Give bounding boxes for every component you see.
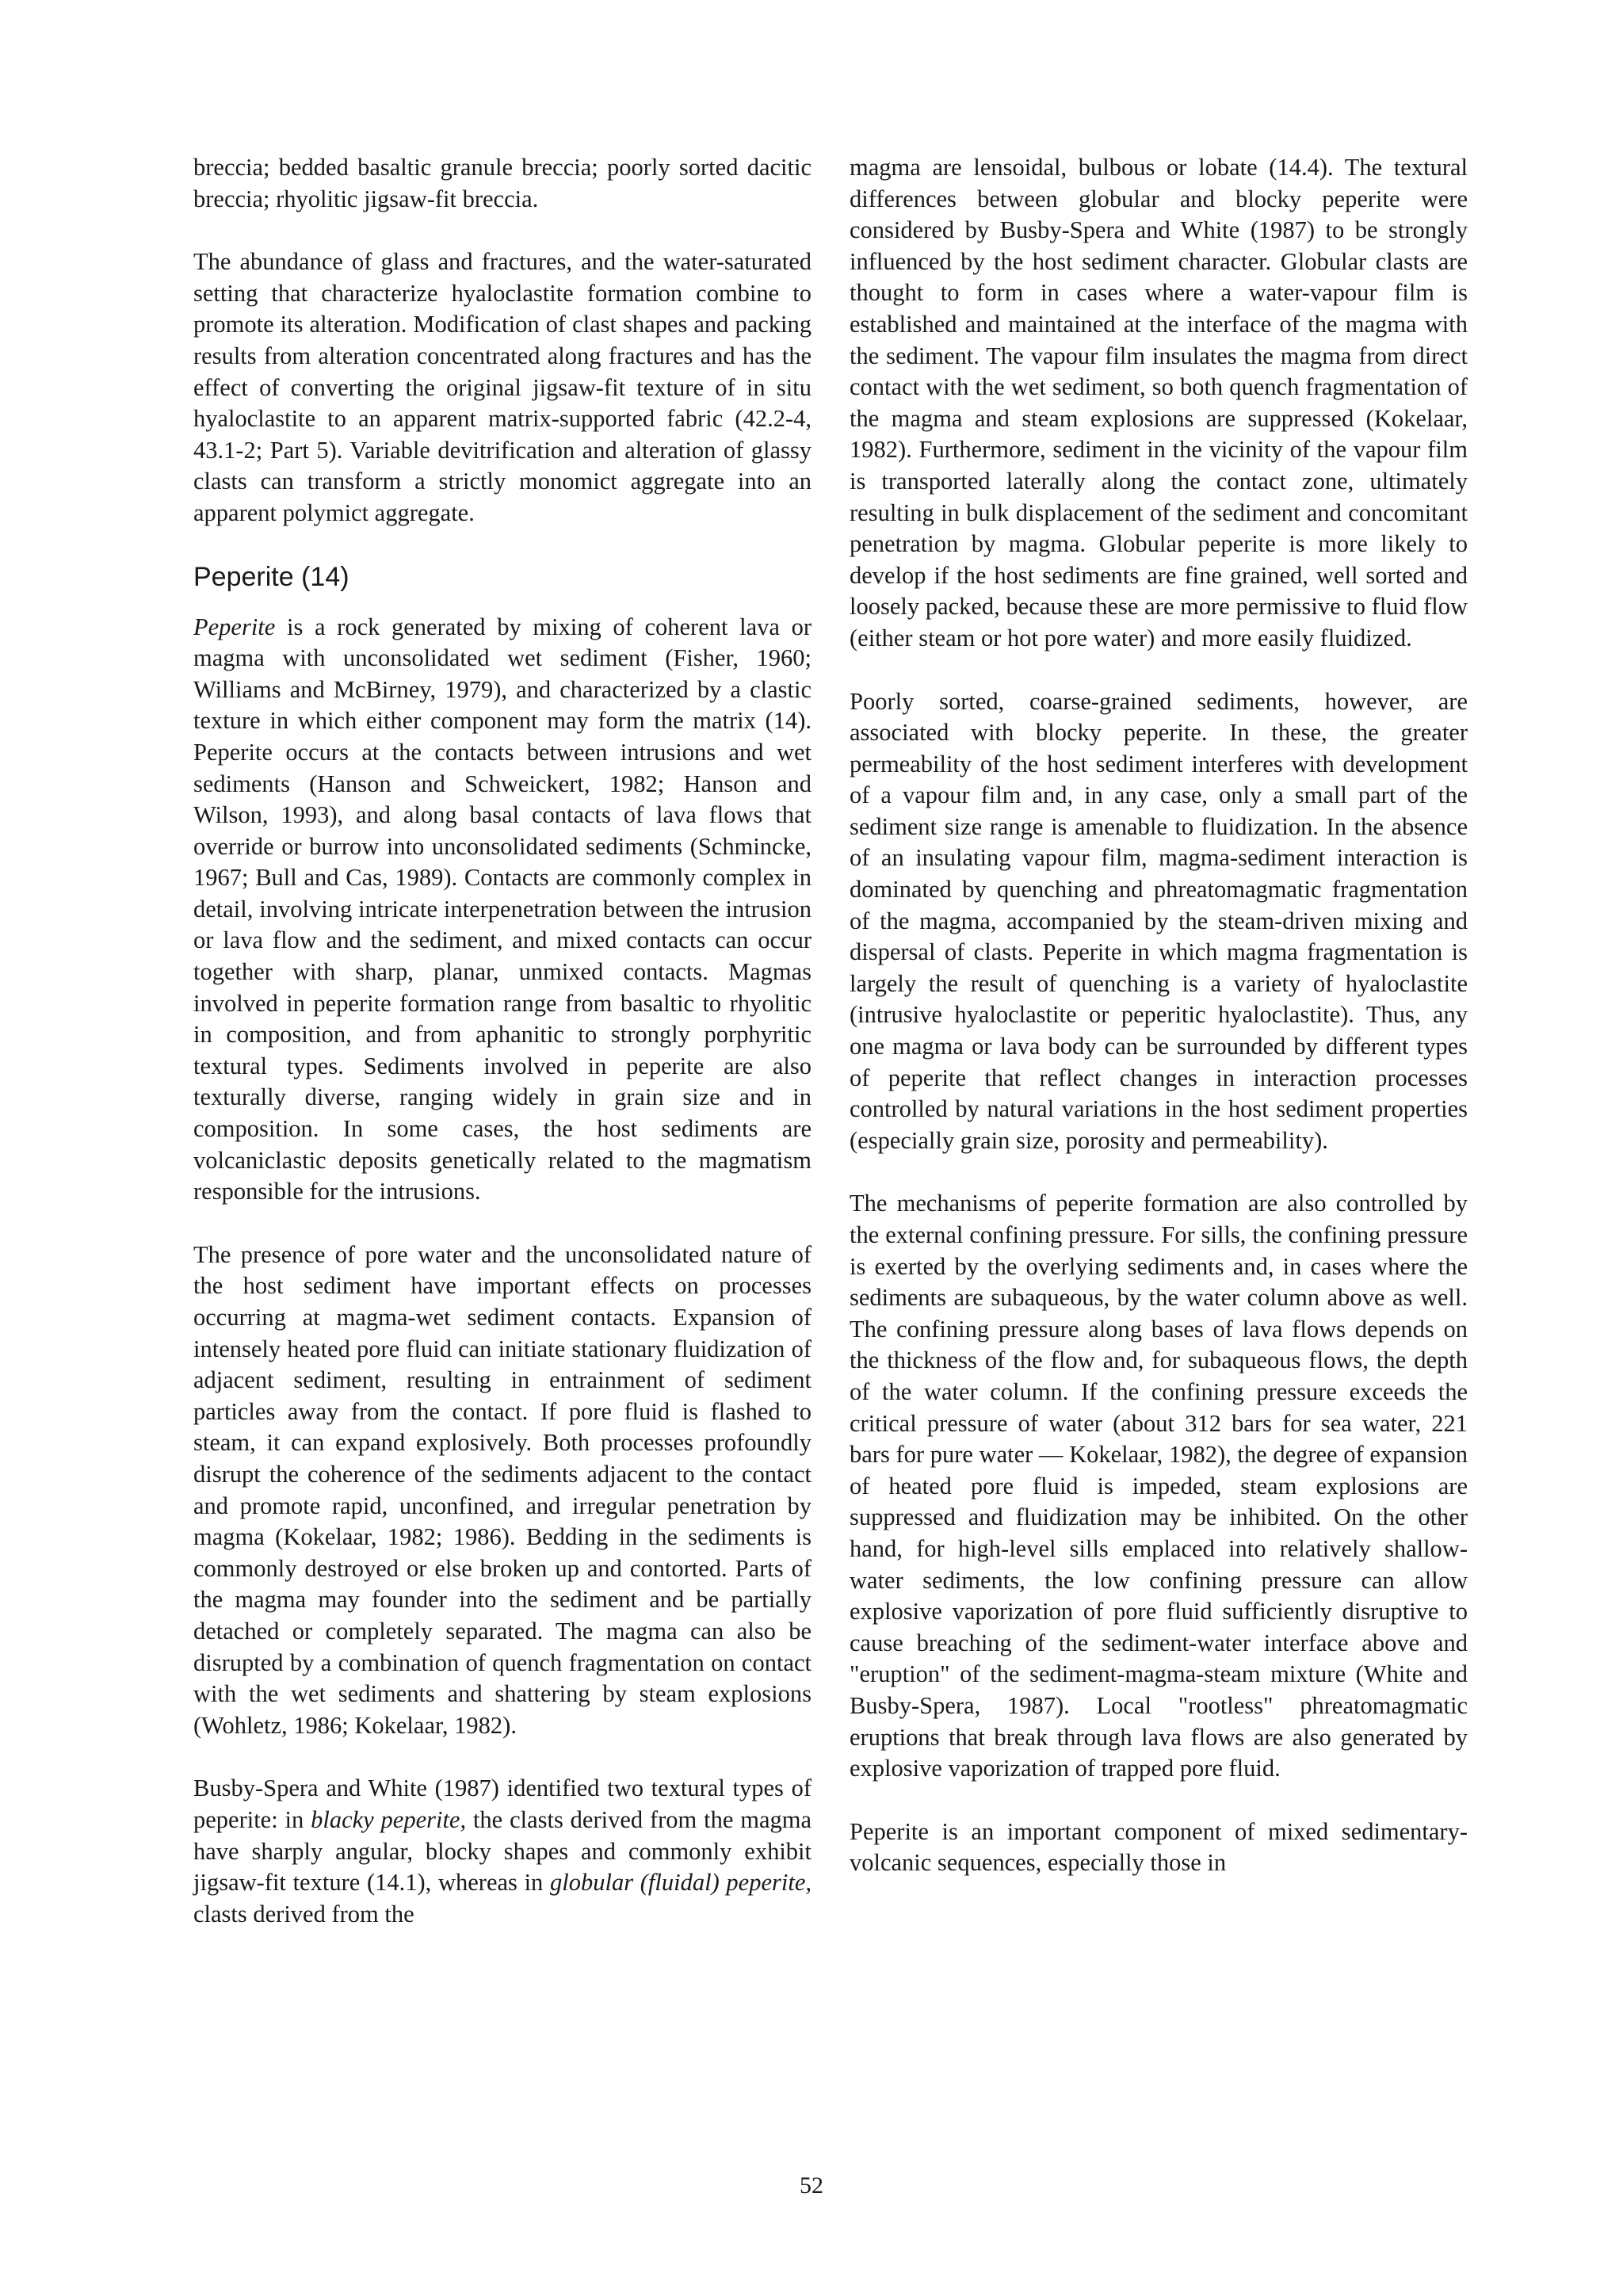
paragraph-mechanisms: The mechanisms of peperite formation are also controlled by the external confining pressure. For sills, the confining pressure is exerted by the overlying sediments and, in cases where the sediments are subaqueous, by the water column above as well. The confining pressure along bases of lava flows depends on the thickness of the flow and, for subaqueous flows, the depth of the water column. If the confining pressure exceeds the critical pressure of water (about 312 bars for sea water, 221 bars for pure water — Kokelaar, 1982), the degree of expansion of heated pore fluid is impeded, steam explosions are suppressed and fluidization may be inhibited. On the other hand, for high-level sills emplaced into relatively shallow-water sediments, the low confining pressure can allow explosive vaporization of pore fluid sufficiently disruptive to cause breaching of the sediment-water interface above and "eruption" of the sediment-magma-steam mixture (White and Busby-Spera, 1987). Local "rootless" phreatomagmatic eruptions that break through lava flows are also generated by explosive vaporization of trapped pore fluid. xyxy=(850,1190,1468,1782)
paragraph-busby-spera xyxy=(193,1773,812,1930)
left-column xyxy=(193,152,812,1930)
section-heading-peperite: Peperite (14) xyxy=(193,561,349,592)
paragraph-poorly-sorted: Poorly sorted, coarse-grained sediments, however, are associated with blocky peperite. In these, the greater permeability of the host sediment interferes with development of a vapour film and, in any case, only a small part of the sediment size range is amenable to fluidization. In the absence of an insulating vapour film, magma-sediment interaction is dominated by quenching and phreatomagmatic fragmentation of the magma, accompanied by the steam-driven mixing and dispersal of clasts. Peperite in which magma fragmentation is largely the result of quenching is a variety of hyaloclastite (intrusive hyaloclastite or peperitic hyaloclastite). Thus, any one magma or lava body can be surrounded by different types of peperite that reflect changes in interaction processes controlled by natural variations in the host sediment properties (especially grain size, porosity and permeability). xyxy=(850,687,1468,1154)
busby-text-2: the clasts derived from the magma have sharply angular, blocky shapes and commonly exhibit jigsaw-fit texture (14.1), whereas in xyxy=(193,1805,812,1897)
definition-text: is a rock generated by mixing of coherent lava or magma with unconsolidated wet sediment (Fisher, 1960; Williams and McBirney, 1979), and characterized by a clastic texture in which either component may form the matrix (14). Peperite occurs at the contacts between intrusions and wet sediments (Hanson and Schweickert, 1982; Hanson and Wilson, 1993), and along basal contacts of lava flows that override or burrow into unconsolidated sediments (Schmincke, 1967; Bull and Cas, 1989). Contacts are commonly complex in detail, involving intricate interpenetration between the intrusion or lava flow and the sediment, and mixed contacts can occur together with sharp, planar, unmixed contacts. Magmas involved in peperite formation range from basaltic to rhyolitic in composition, and from aphanitic to strongly porphyritic textural types. Sediments involved in peperite are also texturally diverse, ranging widely in grain size and in composition. In some cases, the host sediments are volcaniclastic deposits genetically related to the magmatism responsible for the intrusions. xyxy=(193,613,812,1205)
term-peperite: Peperite xyxy=(193,613,276,640)
paragraph-peperite-definition xyxy=(193,612,812,1208)
paragraph-component: Peperite is an important component of mixed sedimentary-volcanic sequences, especially those in xyxy=(850,1817,1468,1877)
busby-text-1: Busby-Spera and White (1987) identified two textural types of peperite: in xyxy=(193,1775,812,1833)
busby-text-3: clasts derived from the xyxy=(193,1900,414,1927)
paragraph-magma-lensoidal: magma are lensoidal, bulbous or lobate (14.4). The textural differences between globular and blocky peperite were considered by Busby-Spera and White (1987) to be strongly influenced by the host sediment character. Globular clasts are thought to form in cases where a water-vapour film is established and maintained at the interface of the magma with the sediment. The vapour film insulates the magma from direct contact with the wet sediment, so both quench fragmentation of the magma and steam explosions are suppressed (Kokelaar, 1982). Furthermore, sediment in the vicinity of the vapour film is transported laterally along the contact zone, ultimately resulting in bulk displacement of the sediment and concomitant penetration by magma. Globular peperite is more likely to develop if the host sediments are fine grained, well sorted and loosely packed, because these are more permissive to fluid flow (either steam or hot pore water) and more easily fluidized. xyxy=(850,154,1468,651)
page-number: 52 xyxy=(800,2172,823,2199)
term-globular-peperite: globular (fluidal) peperite, xyxy=(550,1869,812,1897)
paragraph-intro: breccia; bedded basaltic granule breccia; poorly sorted dacitic breccia; rhyolitic jigsaw-fit breccia. xyxy=(193,154,812,212)
right-column xyxy=(850,152,1468,1879)
paragraph-abundance: The abundance of glass and fractures, and the water-saturated setting that characterize hyaloclastite formation combine to promote its alteration. Modification of clast shapes and packing results from alteration concentrated along fractures and has the effect of converting the original jigsaw-fit texture of in situ hyaloclastite to an apparent matrix-supported fabric (42.2-4, 43.1-2; Part 5). Variable devitrification and alteration of glassy clasts can transform a strictly monomict aggregate into an apparent polymict aggregate. xyxy=(193,248,812,526)
term-blacky-peperite: blacky peperite, xyxy=(311,1805,467,1833)
paragraph-pore-water: The presence of pore water and the unconsolidated nature of the host sediment have important effects on processes occurring at magma-wet sediment contacts. Expansion of intensely heated pore fluid can initiate stationary fluidization of adjacent sediment, resulting in entrainment of sediment particles away from the contact. If pore fluid is flashed to steam, it can expand explosively. Both processes profoundly disrupt the coherence of the sediments adjacent to the contact and promote rapid, unconfined, and irregular penetration by magma (Kokelaar, 1982; 1986). Bedding in the sediments is commonly destroyed or else broken up and contorted. Parts of the magma may founder into the sediment and be partially detached or completely separated. The magma can also be disrupted by a combination of quench fragmentation on contact with the wet sediments and shattering by steam explosions (Wohletz, 1986; Kokelaar, 1982). xyxy=(193,1240,812,1739)
